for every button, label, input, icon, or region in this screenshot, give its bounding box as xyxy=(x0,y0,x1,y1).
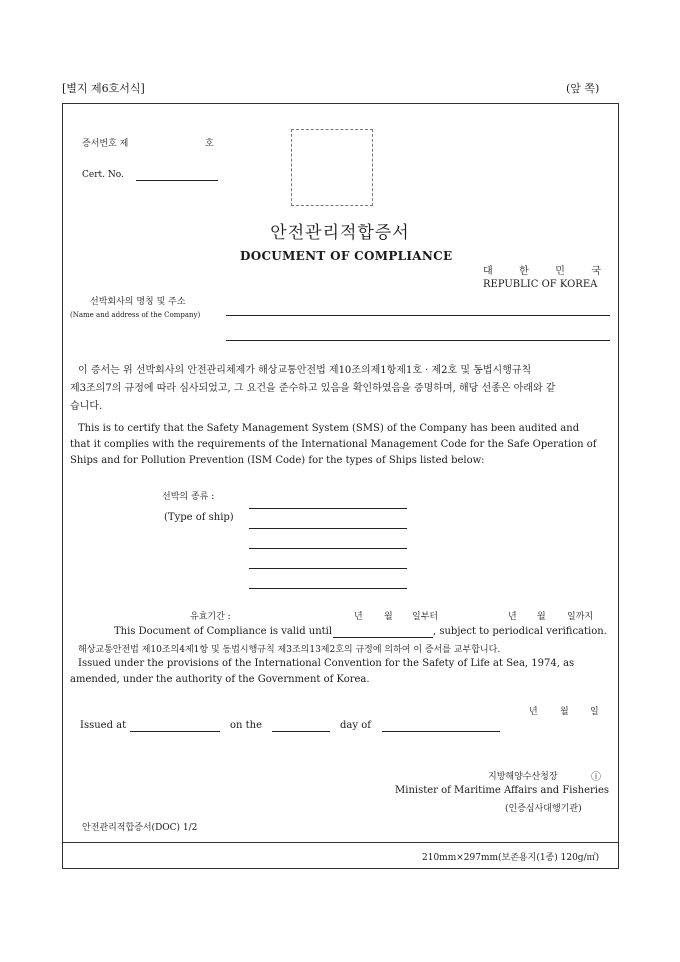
country-char: 한 xyxy=(519,266,529,277)
validity-until-field[interactable] xyxy=(333,637,433,638)
title-korean: 안전관리적합증서 xyxy=(270,223,410,243)
authority-en: Minister of Maritime Affairs and Fisheries xyxy=(395,785,610,796)
ship-type-field-3[interactable] xyxy=(249,548,407,549)
validity-to: 일까지 xyxy=(567,612,594,622)
title-english: DOCUMENT OF COMPLIANCE xyxy=(240,249,453,263)
statement-en-line-1: This is to certify that the Safety Management System (SMS) of the Company has been audited and xyxy=(78,423,580,434)
issuance-ko-line: 해상교통안전법 제10조의4제1항 및 동법시행규칙 제3조의13제2호의 규정에 의하여 이 증서를 교부합니다. xyxy=(78,645,501,655)
statement-ko-line-2: 제3조의7의 규정에 따라 심사되었고, 그 요건을 준수하고 있음을 확인하였음을 증명하며, 해당 선종은 아래와 같 xyxy=(70,383,556,394)
country-char: 국 xyxy=(591,266,601,277)
company-en-label: (Name and address of the Company) xyxy=(70,311,201,319)
country-korean xyxy=(483,262,601,277)
statement-ko-line-1: 이 증서는 위 선박회사의 안전관리체제가 해상교통안전법 제10조의제1항제1호 · 제2호 및 동법시행규칙 xyxy=(78,365,532,376)
ship-type-field-4[interactable] xyxy=(249,568,407,569)
statement-ko-line-3: 습니다. xyxy=(70,401,103,412)
seal-mark: ⓘ xyxy=(591,772,601,783)
date-month-label: 월 xyxy=(560,707,569,717)
statement-en-line-3: Ships and for Pollution Prevention (ISM Code) for the types of Ships listed below: xyxy=(70,455,485,466)
company-field-line-2[interactable] xyxy=(226,340,610,341)
validity-en-prefix: This Document of Compliance is valid until xyxy=(114,626,333,637)
day-of-label: day of xyxy=(340,720,371,731)
date-year-label: 년 xyxy=(529,707,538,717)
validity-year-1: 년 xyxy=(354,612,363,622)
company-ko-label: 선박회사의 명칭 및 주소 xyxy=(90,297,186,307)
country-char: 대 xyxy=(483,266,493,277)
agent-ko: (인증심사대행기관) xyxy=(505,804,582,814)
validity-month-1: 월 xyxy=(384,612,393,622)
day-of-field[interactable] xyxy=(382,731,500,732)
form-number-label: [별지 제6호서식] xyxy=(62,82,145,95)
validity-ko-label: 유효기간 : xyxy=(190,612,231,622)
validity-month-2: 월 xyxy=(537,612,546,622)
form-id: 안전관리적합증서(DOC) 1/2 xyxy=(82,823,198,833)
photo-placeholder xyxy=(291,129,373,206)
on-the-field[interactable] xyxy=(272,731,330,732)
validity-from: 일부터 xyxy=(412,612,439,622)
cert-no-en-label: Cert. No. xyxy=(82,170,124,180)
validity-en-suffix: , subject to periodical verification. xyxy=(433,626,607,637)
issued-at-field[interactable] xyxy=(130,731,220,732)
country-char: 민 xyxy=(555,266,565,277)
on-the-label: on the xyxy=(230,720,263,731)
ship-type-field-1[interactable] xyxy=(249,508,407,509)
footer-divider xyxy=(62,842,619,843)
statement-en-line-2: that it complies with the requirements of the International Management Code for the Safe Operation of xyxy=(70,439,597,450)
cert-no-ko-suffix: 호 xyxy=(205,139,214,149)
ship-type-field-5[interactable] xyxy=(249,588,407,589)
validity-year-2: 년 xyxy=(508,612,517,622)
cert-no-field[interactable] xyxy=(136,180,218,181)
cert-no-ko-label: 증서번호 제 xyxy=(82,139,129,149)
paper-spec: 210mm×297mm(보존용지(1종) 120g/㎡) xyxy=(422,853,600,863)
ship-type-en-label: (Type of ship) xyxy=(164,512,234,523)
country-english: REPUBLIC OF KOREA xyxy=(483,279,598,290)
issuance-en-line-2: amended, under the authority of the Government of Korea. xyxy=(70,674,370,685)
issued-at-label: Issued at xyxy=(80,720,127,731)
date-day-label: 일 xyxy=(590,707,599,717)
authority-ko: 지방해양수산청장 xyxy=(488,772,558,782)
ship-type-ko-label: 선박의 종류 : xyxy=(162,492,215,502)
ship-type-field-2[interactable] xyxy=(249,528,407,529)
page-side-label: (앞 쪽) xyxy=(566,82,600,95)
company-field-line-1[interactable] xyxy=(226,315,610,316)
issuance-en-line-1: Issued under the provisions of the International Convention for the Safety of Life at Sea, 1974, as xyxy=(78,658,575,669)
